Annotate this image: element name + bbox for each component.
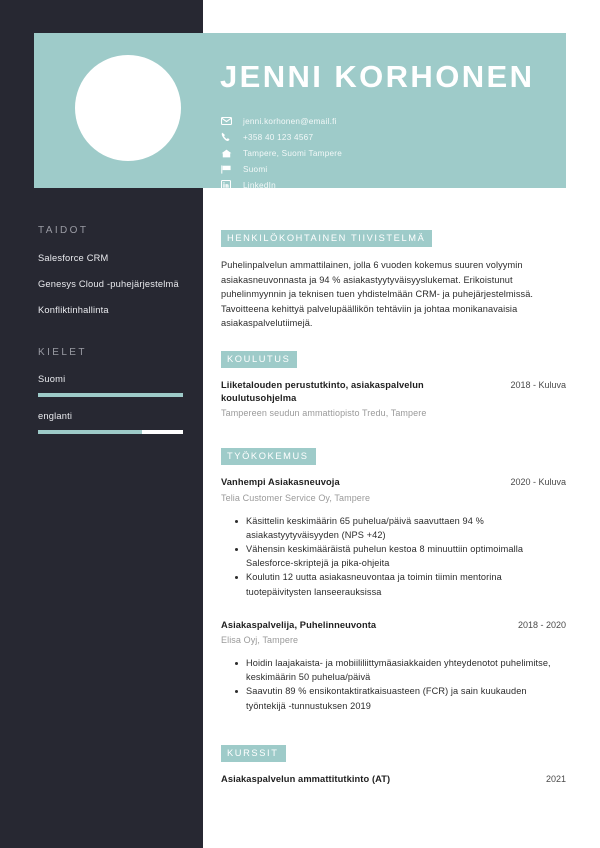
experience-bullet: Käsittelin keskimäärin 65 puhelua/päivä saavuttaen 94 % asiakastyytyväisyyden (NPS +42) xyxy=(246,514,566,542)
experience-bullet: Koulutin 12 uutta asiakasneuvontaa ja toimin tiimin mentorina tuotepäivitysten lanseerauksissa xyxy=(246,570,566,598)
course-date: 2021 xyxy=(545,773,566,784)
section-education xyxy=(221,349,566,420)
contact-item-nationality[interactable] xyxy=(221,162,541,176)
experience-bullet: Hoidin laajakaista- ja mobiililiittymäasiakkaiden yhteydenotot puhelimitse, keskimäärin 50 puhelua/päivä xyxy=(246,656,566,684)
skill-item: Salesforce CRM xyxy=(38,253,109,263)
experience-title: Vanhempi Asiakasneuvoja xyxy=(221,477,340,488)
sidebar xyxy=(0,225,203,448)
education-title: Liiketalouden perustutkinto, asiakaspalvelun koulutusohjelma xyxy=(221,379,424,404)
skill-item: Konfliktinhallinta xyxy=(38,305,109,315)
linkedin-icon xyxy=(221,180,236,191)
main-content xyxy=(221,228,566,794)
contact-linkedin-text: LinkedIn xyxy=(243,180,276,190)
section-experience xyxy=(221,446,566,712)
course-title: Asiakaspalvelun ammattitutkinto (AT) xyxy=(221,773,391,784)
language-level-bar xyxy=(38,393,183,397)
summary-text: Puhelinpalvelun ammattilainen, jolla 6 vuoden kokemus suuren volyymin asiakasneuvonnasta ja 94 % asiakastyytyväisyyslukemat. Erikoistunut puhelinmyynnin ja teknisen tuen yhdistelmään CRM- ja puhejärjestelmissä. Tavoitteena kehittyä palvelupäällikön tehtäviin ja johtaa monikanavaisia asiakaspalvelutiimejä. xyxy=(221,260,534,329)
contact-phone-text: +358 40 123 4567 xyxy=(243,132,314,142)
course-entry xyxy=(221,773,566,786)
experience-bullet-list xyxy=(221,656,566,713)
experience-company: Telia Customer Service Oy, Tampere xyxy=(221,492,371,503)
language-item xyxy=(38,411,183,434)
section-summary xyxy=(221,228,566,331)
language-level-fill xyxy=(38,393,183,397)
phone-icon xyxy=(221,132,236,143)
section-heading-summary: HENKILÖKOHTAINEN TIIVISTELMÄ xyxy=(221,230,432,247)
experience-date: 2020 - Kuluva xyxy=(510,477,566,488)
language-name: englanti xyxy=(38,411,73,421)
page-title: JENNI KORHONEN xyxy=(220,59,535,94)
experience-entry xyxy=(221,476,566,598)
contact-item-phone[interactable] xyxy=(221,130,541,144)
contact-list xyxy=(221,114,541,194)
flag-icon xyxy=(221,164,236,175)
experience-company: Elisa Oyj, Tampere xyxy=(221,635,299,645)
contact-address-text: Tampere, Suomi Tampere xyxy=(243,148,343,158)
language-level-fill xyxy=(38,430,142,434)
contact-item-address[interactable] xyxy=(221,146,541,160)
sidebar-heading-skills: TAIDOT xyxy=(38,225,89,236)
education-date: 2018 - Kuluva xyxy=(510,379,566,390)
resume-header xyxy=(34,33,566,188)
experience-bullet-list xyxy=(221,514,566,599)
home-icon xyxy=(221,148,236,159)
language-name: Suomi xyxy=(38,374,66,384)
sidebar-heading-languages: KIELET xyxy=(38,347,87,358)
contact-email-text: jenni.korhonen@email.fi xyxy=(243,116,337,126)
experience-bullet: Vähensin keskimääräistä puhelun kestoa 8 minuuttiin optimoimalla Salesforce-skriptejä ja pika-ohjeita xyxy=(246,542,566,570)
language-level-bar xyxy=(38,430,183,434)
experience-bullet: Saavutin 89 % ensikontaktiratkaisuasteen (FCR) ja sain kuukauden työntekijä -tunnustuksen 2019 xyxy=(246,684,566,712)
avatar xyxy=(75,55,181,161)
section-courses xyxy=(221,743,566,786)
contact-nationality-text: Suomi xyxy=(243,164,268,174)
section-heading-experience: TYÖKOKEMUS xyxy=(221,448,316,465)
language-item xyxy=(38,374,183,397)
education-institution: Tampereen seudun ammattiopisto Tredu, Tampere xyxy=(221,408,427,419)
skill-item: Genesys Cloud -puhejärjestelmä xyxy=(38,279,179,289)
experience-date: 2018 - 2020 xyxy=(517,619,566,630)
experience-title: Asiakaspalvelija, Puhelinneuvonta xyxy=(221,619,377,630)
envelope-icon xyxy=(221,116,236,127)
education-entry xyxy=(221,379,566,420)
section-heading-education: KOULUTUS xyxy=(221,351,297,368)
contact-item-email[interactable] xyxy=(221,114,541,128)
section-heading-courses: KURSSIT xyxy=(221,745,286,762)
experience-entry xyxy=(221,619,566,713)
contact-item-linkedin[interactable] xyxy=(221,178,541,192)
